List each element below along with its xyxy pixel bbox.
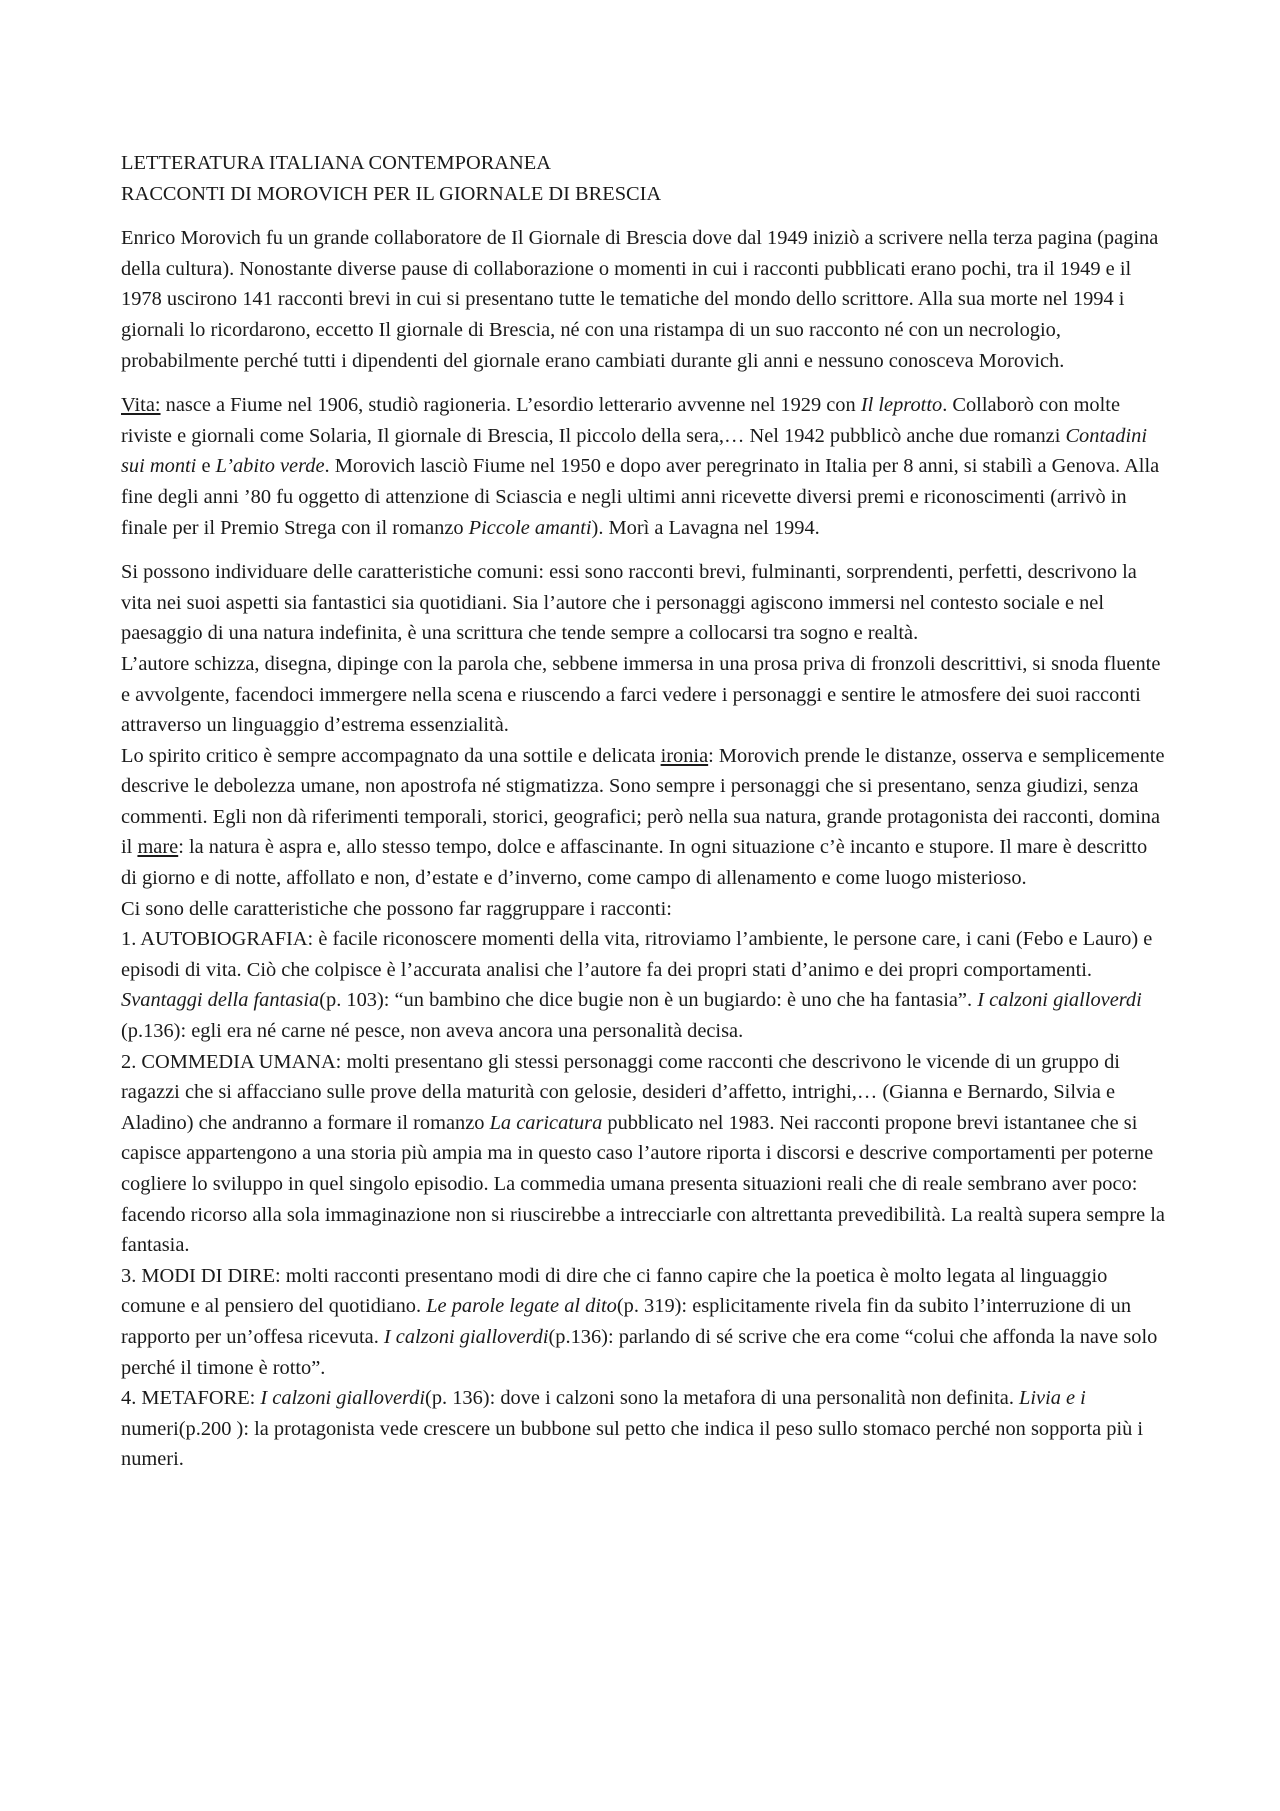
title-line-2: RACCONTI DI MOROVICH PER IL GIORNALE DI BRESCIA — [121, 182, 662, 205]
raggruppare-paragraph: Ci sono delle caratteristiche che possono far raggruppare i racconti: — [121, 897, 672, 920]
vita-text-4: . Morovich lasciò Fiume nel 1950 e dopo aver peregrinato in Italia per 8 anni, si stabilì a Genova. Alla fine degli anni ’80 fu oggetto di attenzione di Sciascia e negli ultimi anni ricevette diversi premi e riconoscimenti (arrivò in finale per il Premio Strega con il romanzo — [121, 455, 1160, 539]
item1-text-3: (p.136): egli era né carne né pesce, non aveva ancora una personalità decisa. — [121, 1020, 744, 1043]
item4-title-2: Livia e i — [1019, 1387, 1086, 1410]
item3-title-1: Le parole legate al dito — [426, 1295, 617, 1318]
vita-text-5: ). Morì a Lavagna nel 1994. — [591, 516, 820, 539]
item3-text-3: (p.136): parlando di sé scrive che era come “colui che affonda la nave solo perché il timone è rotto”. — [121, 1325, 1158, 1379]
document-page — [121, 148, 1166, 1475]
vita-paragraph — [121, 390, 1166, 543]
spirito-text-2: : Morovich prende le distanze, osserva e semplicemente descrive le debolezza umane, non apostrofa né stigmatizza. Sono sempre i personaggi che si presentano, senza giudizi, senza commenti. Egli non dà riferimenti temporali, storici, geografici; però nella sua natura, grande protagonista dei racconti, domina il — [121, 744, 1165, 859]
item4-text-2: (p. 136): dove i calzoni sono la metafora di una personalità non definita. — [425, 1387, 1020, 1410]
spirito-paragraph — [121, 741, 1166, 894]
title-line-1: LETTERATURA ITALIANA CONTEMPORANEA — [121, 152, 551, 174]
book-title-contadini-sui-monti: Contadini sui monti — [121, 424, 1148, 478]
item2-title-1: La caricatura — [489, 1111, 603, 1134]
document-title — [121, 148, 1166, 209]
book-title-il-leprotto: Il leprotto — [860, 394, 943, 417]
mare-keyword: mare — [137, 836, 179, 859]
item4-text-1: 4. METAFORE: — [121, 1387, 261, 1410]
vita-text-1: nasce a Fiume nel 1906, studiò ragioneria. L’esordio letterario avvenne nel 1929 con — [160, 394, 861, 417]
spirito-text-3: : la natura è aspra e, allo stesso tempo, dolce e affascinante. In ogni situazione c’è incanto e stupore. Il mare è descritto di giorno e di notte, affollato e non, d’estate e d’inverno, come campo di allenamento e come luogo misterioso. — [121, 836, 1148, 890]
vita-text-3: e — [196, 455, 216, 478]
intro-paragraph: Enrico Morovich fu un grande collaboratore de Il Giornale di Brescia dove dal 1949 iniziò a scrivere nella terza pagina (pagina della cultura). Nonostante diverse pause di collaborazione o momenti in cui i racconti pubblicati erano pochi, tra il 1949 e il 1978 uscirono 141 racconti brevi in cui si presentano tutte le tematiche del mondo dello scrittore. Alla sua morte nel 1994 i giornali lo ricordarono, eccetto Il giornale di Brescia, né con una ristampa di un suo racconto né con un necrologio, probabilmente perché tutti i dipendenti del giornale erano cambiati durante gli anni e nessuno conosceva Morovich. — [121, 227, 1159, 372]
item2-text-1: 2. COMMEDIA UMANA: molti presentano gli stessi personaggi come racconti che descrivono le vicende di un gruppo di ragazzi che si affacciano sulle prove della maturità con gelosie, desideri d’affetto, intrighi,… (Gianna e Bernardo, Silvia e Aladino) che andranno a formare il romanzo — [121, 1050, 1120, 1134]
list-item-autobiografia — [121, 924, 1166, 1046]
item1-title-2: I calzoni gialloverdi — [977, 989, 1142, 1012]
item2-text-2: pubblicato nel 1983. Nei racconti propone brevi istantanee che si capisce appartengono a una storia più ampia ma in questo caso l’autore riporta i discorsi e descrive comportamenti per poterne cogliere lo sviluppo in quel singolo episodio. La commedia umana presenta situazioni reali che di reale sembrano aver poco: facendo ricorso alla sola immaginazione non si riuscirebbe a intrecciarle con altrettanta prevedibilità. La realtà supera sempre la fantasia. — [121, 1111, 1165, 1257]
vita-text-2: . Collaborò con molte riviste e giornali come Solaria, Il giornale di Brescia, Il piccolo della sera,… Nel 1942 pubblicò anche due romanzi — [121, 394, 1121, 447]
book-title-abito-verde: L’abito verde — [215, 455, 325, 478]
book-title-piccole-amanti: Piccole amanti — [468, 516, 592, 539]
spirito-text-1: Lo spirito critico è sempre accompagnato da una sottile e delicata — [121, 744, 661, 767]
item3-title-2: I calzoni gialloverdi — [383, 1325, 549, 1348]
list-item-commedia-umana — [121, 1047, 1166, 1261]
item1-text-1: 1. AUTOBIOGRAFIA: è facile riconoscere momenti della vita, ritroviamo l’ambiente, le persone care, i cani (Febo e Lauro) e episodi di vita. Ciò che colpisce è l’accurata analisi che l’autore fa dei propri stati d’animo e dei propri comportamenti. — [121, 928, 1153, 981]
list-item-modi-di-dire — [121, 1261, 1166, 1383]
item1-text-2: (p. 103): “un bambino che dice bugie non è un bugiardo: è uno che ha fantasia”. — [319, 989, 978, 1012]
caratteristiche-paragraph: Si possono individuare delle caratteristiche comuni: essi sono racconti brevi, fulminanti, sorprendenti, perfetti, descrivono la vita nei suoi aspetti sia fantastici sia quotidiani. Sia l’autore che i personaggi agiscono immersi nel contesto sociale e nel paesaggio di una natura indefinita, è una scrittura che tende sempre a collocarsi tra sogno e realtà. — [121, 561, 1137, 645]
item4-text-3: numeri(p.200 ): la protagonista vede crescere un bubbone sul petto che indica il peso sullo stomaco perché non sopporta più i numeri. — [121, 1417, 1144, 1471]
item3-text-1: 3. MODI DI DIRE: molti racconti presentano modi di dire che ci fanno capire che la poetica è molto legata al linguaggio comune e al pensiero del quotidiano. — [121, 1264, 1108, 1318]
list-item-metafore — [121, 1383, 1166, 1475]
item1-title-1: Svantaggi della fantasia — [121, 989, 320, 1012]
item4-title-1: I calzoni gialloverdi — [260, 1387, 426, 1410]
ironia-keyword: ironia — [660, 744, 709, 767]
autore-paragraph: L’autore schizza, disegna, dipinge con la parola che, sebbene immersa in una prosa priva di fronzoli descrittivi, si snoda fluente e avvolgente, facendoci immergere nella scena e riuscendo a farci vedere i personaggi e sentire le atmosfere dei suoi racconti attraverso un linguaggio d’estrema essenzialità. — [121, 652, 1161, 737]
vita-label: Vita: — [121, 394, 161, 417]
item3-text-2: (p. 319): esplicitamente rivela fin da subito l’interruzione di un rapporto per un’offesa ricevuta. — [121, 1295, 1132, 1348]
